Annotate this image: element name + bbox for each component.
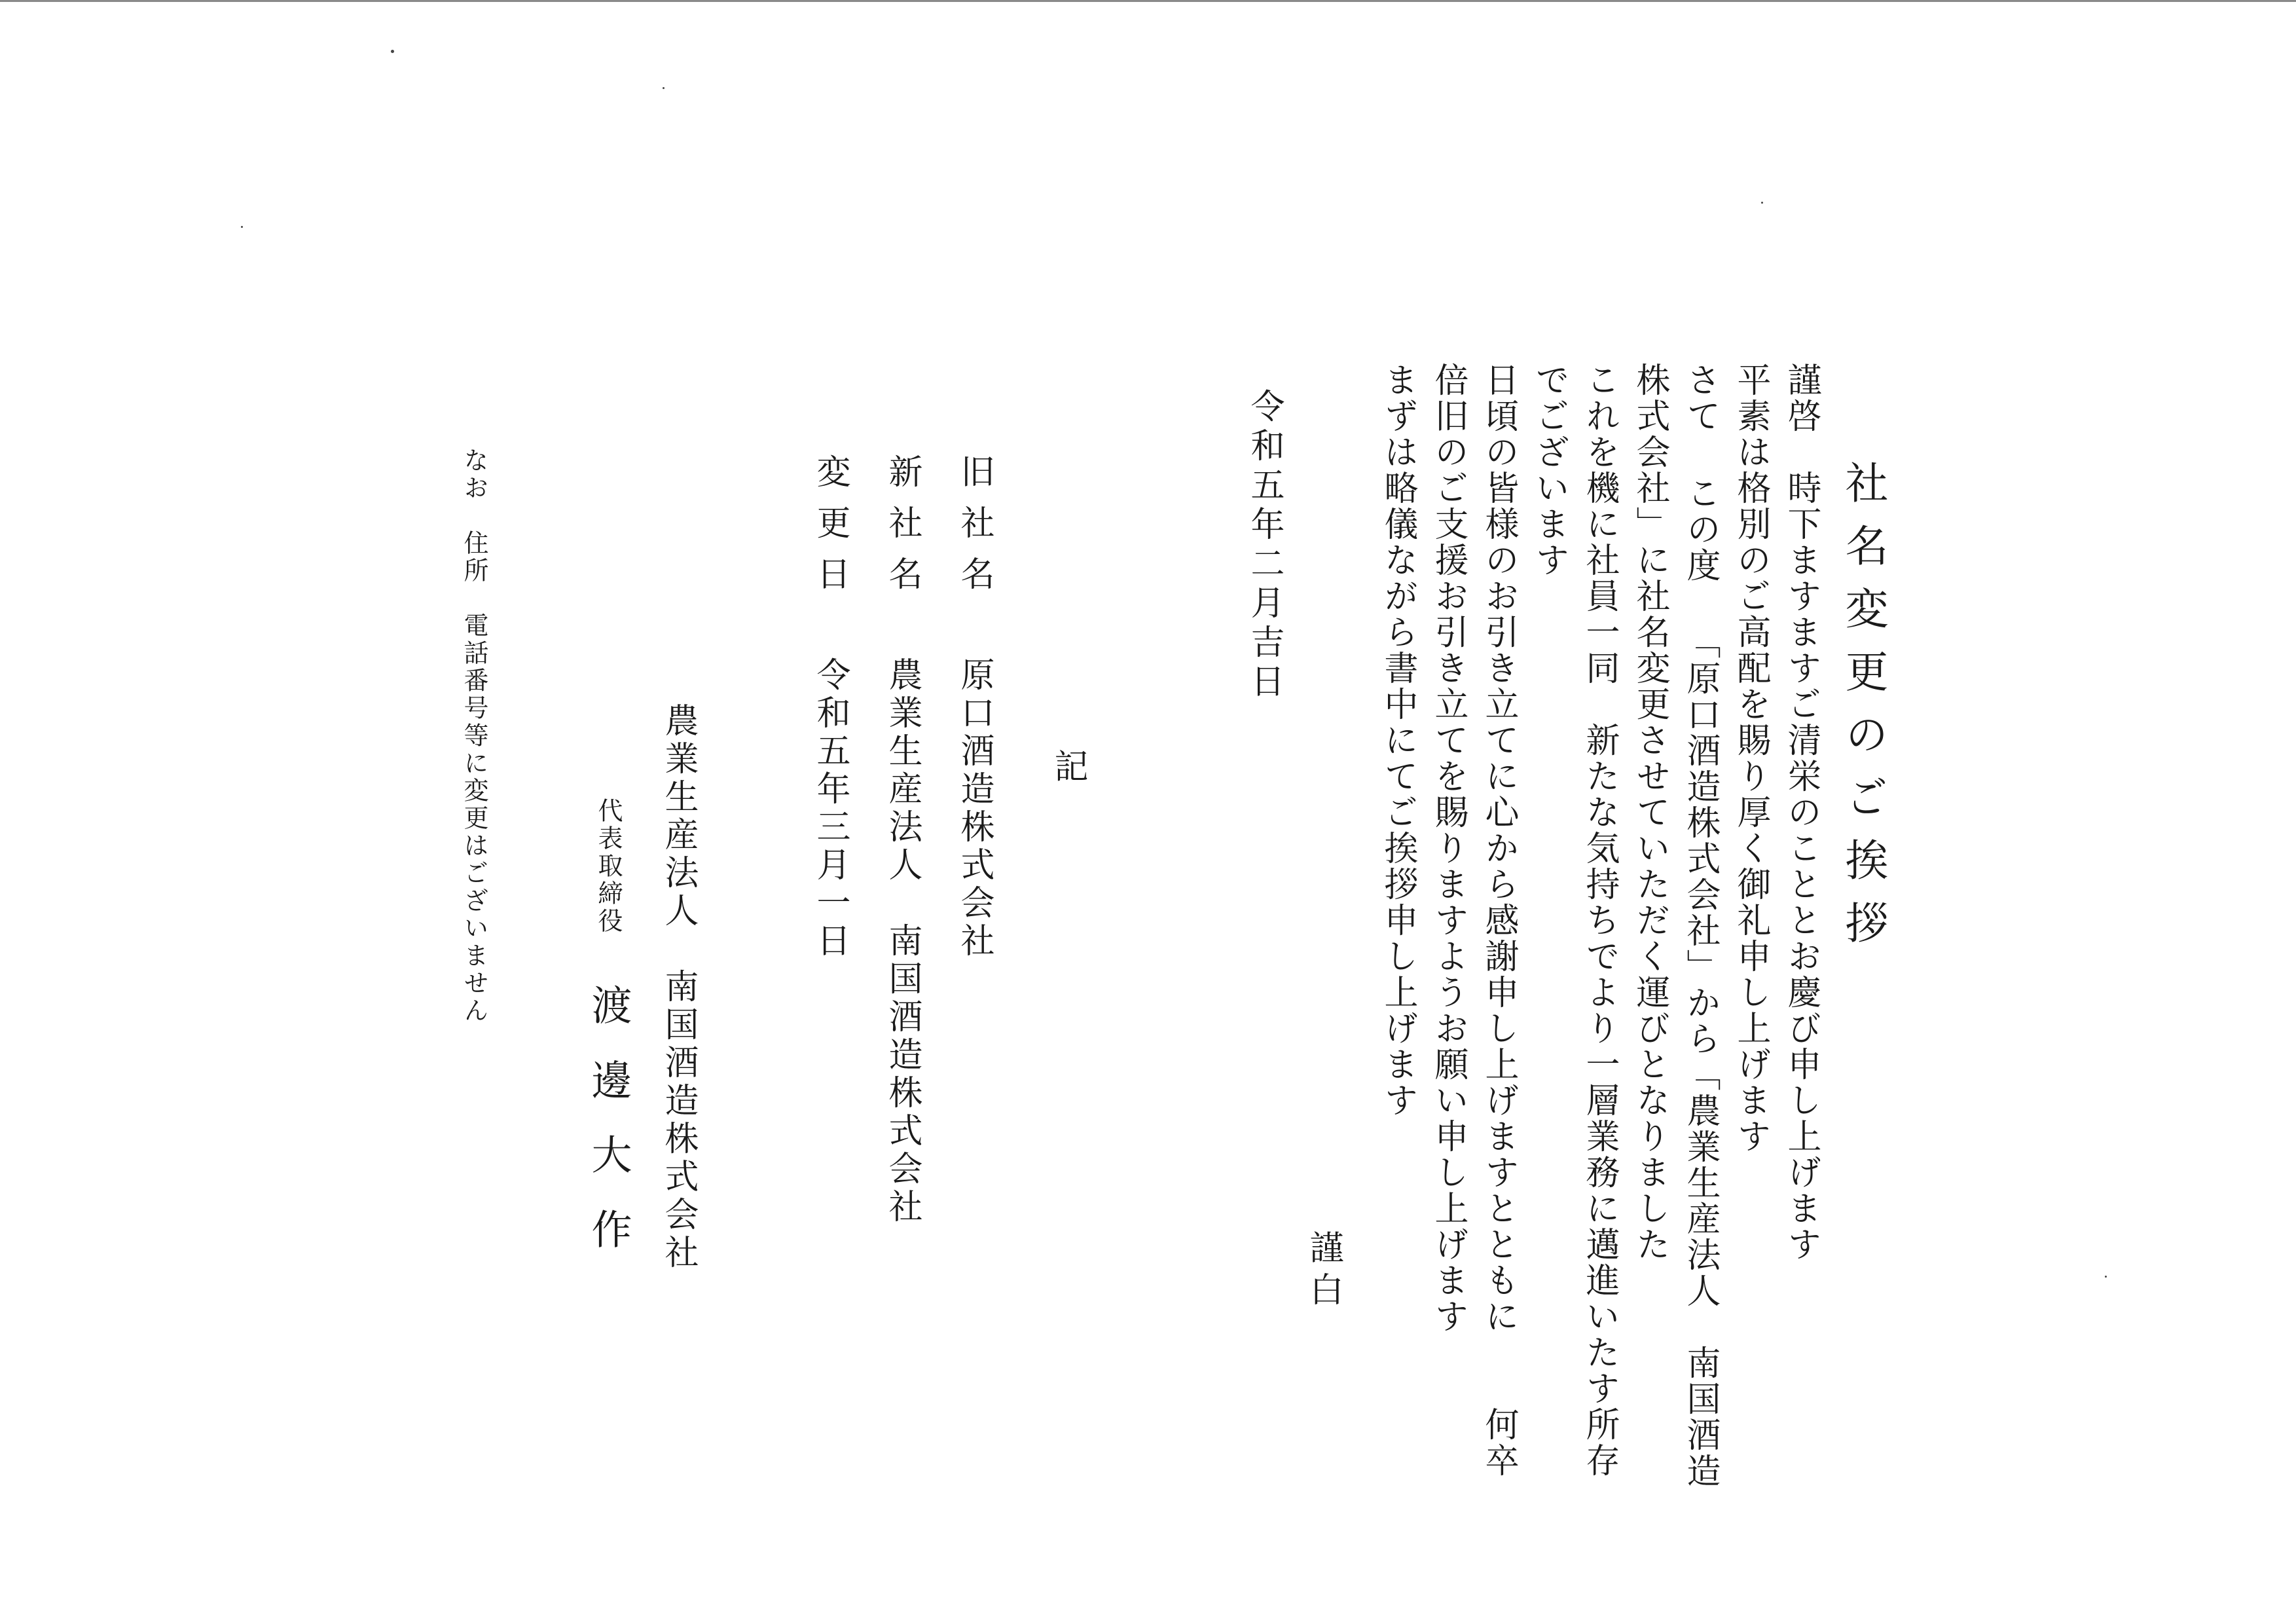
letter-title: 社名変更のご挨拶 <box>1838 460 1888 963</box>
detail-value-change-date: 令和五年三月一日 <box>811 657 850 961</box>
scan-speck <box>663 87 665 89</box>
signature-company: 農業生産法人 南国酒造株式会社 <box>659 703 698 1272</box>
signature-rep-name: 渡邊大作 <box>585 984 632 1283</box>
scan-speck <box>241 226 243 228</box>
detail-label-new-name: 新社名 <box>883 454 922 607</box>
scan-speck <box>2105 1276 2107 1278</box>
detail-value-old-name: 原口酒造株式会社 <box>955 657 994 961</box>
detail-label-old-name: 旧社名 <box>955 454 994 607</box>
body-line-9: まずは略儀ながら書中にてご挨拶申し上げます <box>1378 362 1417 1118</box>
body-line-3: さて この度 「原口酒造株式会社」から「農業生産法人 南国酒造 <box>1681 362 1720 1489</box>
body-line-6: でございます <box>1529 362 1569 578</box>
detail-value-new-name: 農業生産法人 南国酒造株式会社 <box>883 657 922 1227</box>
closing-kinpaku: 謹白 <box>1303 1230 1343 1314</box>
signature-rep-title: 代表取締役 <box>594 798 623 935</box>
body-line-5: これを機に社員一同 新たな気持ちでより一層業務に邁進いたす所存 <box>1580 362 1619 1479</box>
body-line-8: 倍旧のご支援お引き立てを賜りますようお願い申し上げます <box>1429 362 1468 1335</box>
body-line-4: 株式会社」に社名変更させていただく運びとなりました <box>1630 362 1669 1263</box>
body-line-1: 謹啓 時下ますますご清栄のこととお慶び申し上げます <box>1781 362 1821 1263</box>
scan-speck <box>1761 202 1763 204</box>
letter-date: 令和五年二月吉日 <box>1245 388 1284 703</box>
body-line-2: 平素は格別のご高配を賜り厚く御礼申し上げます <box>1731 362 1770 1154</box>
detail-label-change-date: 変更日 <box>811 454 850 607</box>
ki-heading: 記 <box>1048 748 1087 783</box>
footer-note: なお 住所 電話番号等に変更はございません <box>460 447 488 1025</box>
scan-speck <box>391 50 394 53</box>
body-line-7: 日頃の皆様のお引き立てに心から感謝申し上げますとともに 何卒 <box>1479 362 1518 1479</box>
